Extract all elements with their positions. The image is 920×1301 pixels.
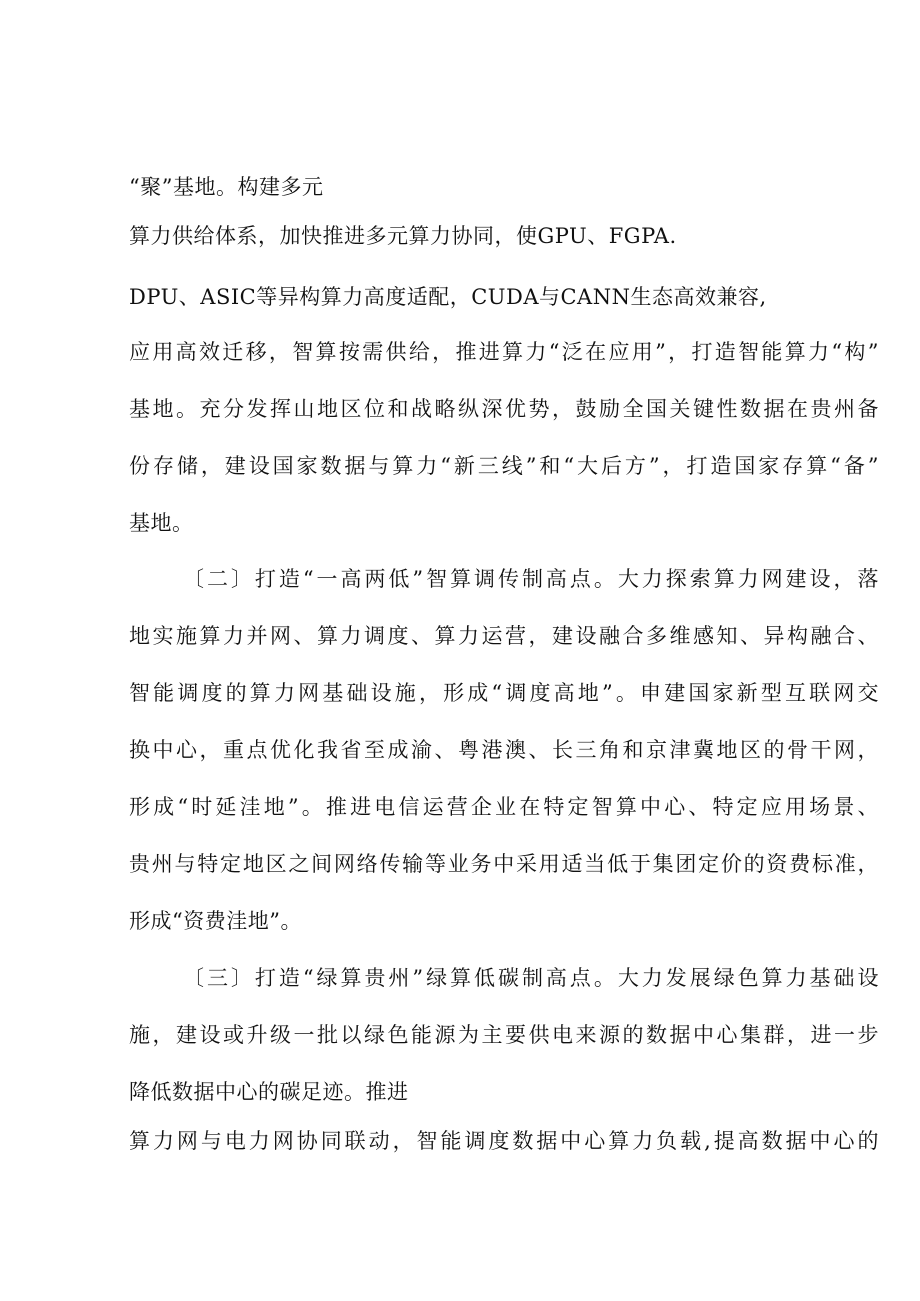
text-line-13: 贵州与特定地区之间网络传输等业务中采用适当低于集团定价的资费标准， xyxy=(129,852,879,876)
text-line-14: 形成“资费洼地”。 xyxy=(129,909,302,933)
text-line-18: 算力网与电力网协同联动，智能调度数据中心算力负载,提高数据中心的 xyxy=(129,1129,879,1153)
text-line-4: 应用高效迁移，智算按需供给，推进算力“泛在应用”，打造智能算力“构” xyxy=(129,340,879,364)
text-line-9: 地实施算力并网、算力调度、算力运营，建设融合多维感知、异构融合、 xyxy=(129,624,879,648)
text-line-16: 施，建设或升级一批以绿色能源为主要供电来源的数据中心集群，进一步 xyxy=(129,1023,879,1047)
text-line-12: 形成“时延洼地”。推进电信运营企业在特定智算中心、特定应用场景、 xyxy=(129,795,879,819)
text-line-3: DPU、ASIC等异构算力高度适配，CUDA与CANN生态高效兼容, xyxy=(129,285,767,309)
section-2-heading-line: 〔二〕打造“一高两低”智算调传制高点。大力探索算力网建设，落 xyxy=(183,567,879,591)
text-line-7: 基地。 xyxy=(129,511,194,535)
text-line-11: 换中心，重点优化我省至成渝、粤港澳、长三角和京津冀地区的骨干网， xyxy=(129,738,879,762)
text-line-6: 份存储，建设国家数据与算力“新三线”和“大后方”，打造国家存算“备” xyxy=(129,454,879,478)
text-line-2: 算力供给体系，加快推进多元算力协同，使GPU、FGPA. xyxy=(129,224,677,248)
text-line-5: 基地。充分发挥山地区位和战略纵深优势，鼓励全国关键性数据在贵州备 xyxy=(129,397,879,421)
text-line-10: 智能调度的算力网基础设施，形成“调度高地”。申建国家新型互联网交 xyxy=(129,681,879,705)
text-line-17: 降低数据中心的碳足迹。推进 xyxy=(129,1080,409,1104)
text-line-1: “聚”基地。构建多元 xyxy=(129,175,324,199)
section-3-heading-line: 〔三〕打造“绿算贵州”绿算低碳制高点。大力发展绿色算力基础设 xyxy=(183,966,879,990)
